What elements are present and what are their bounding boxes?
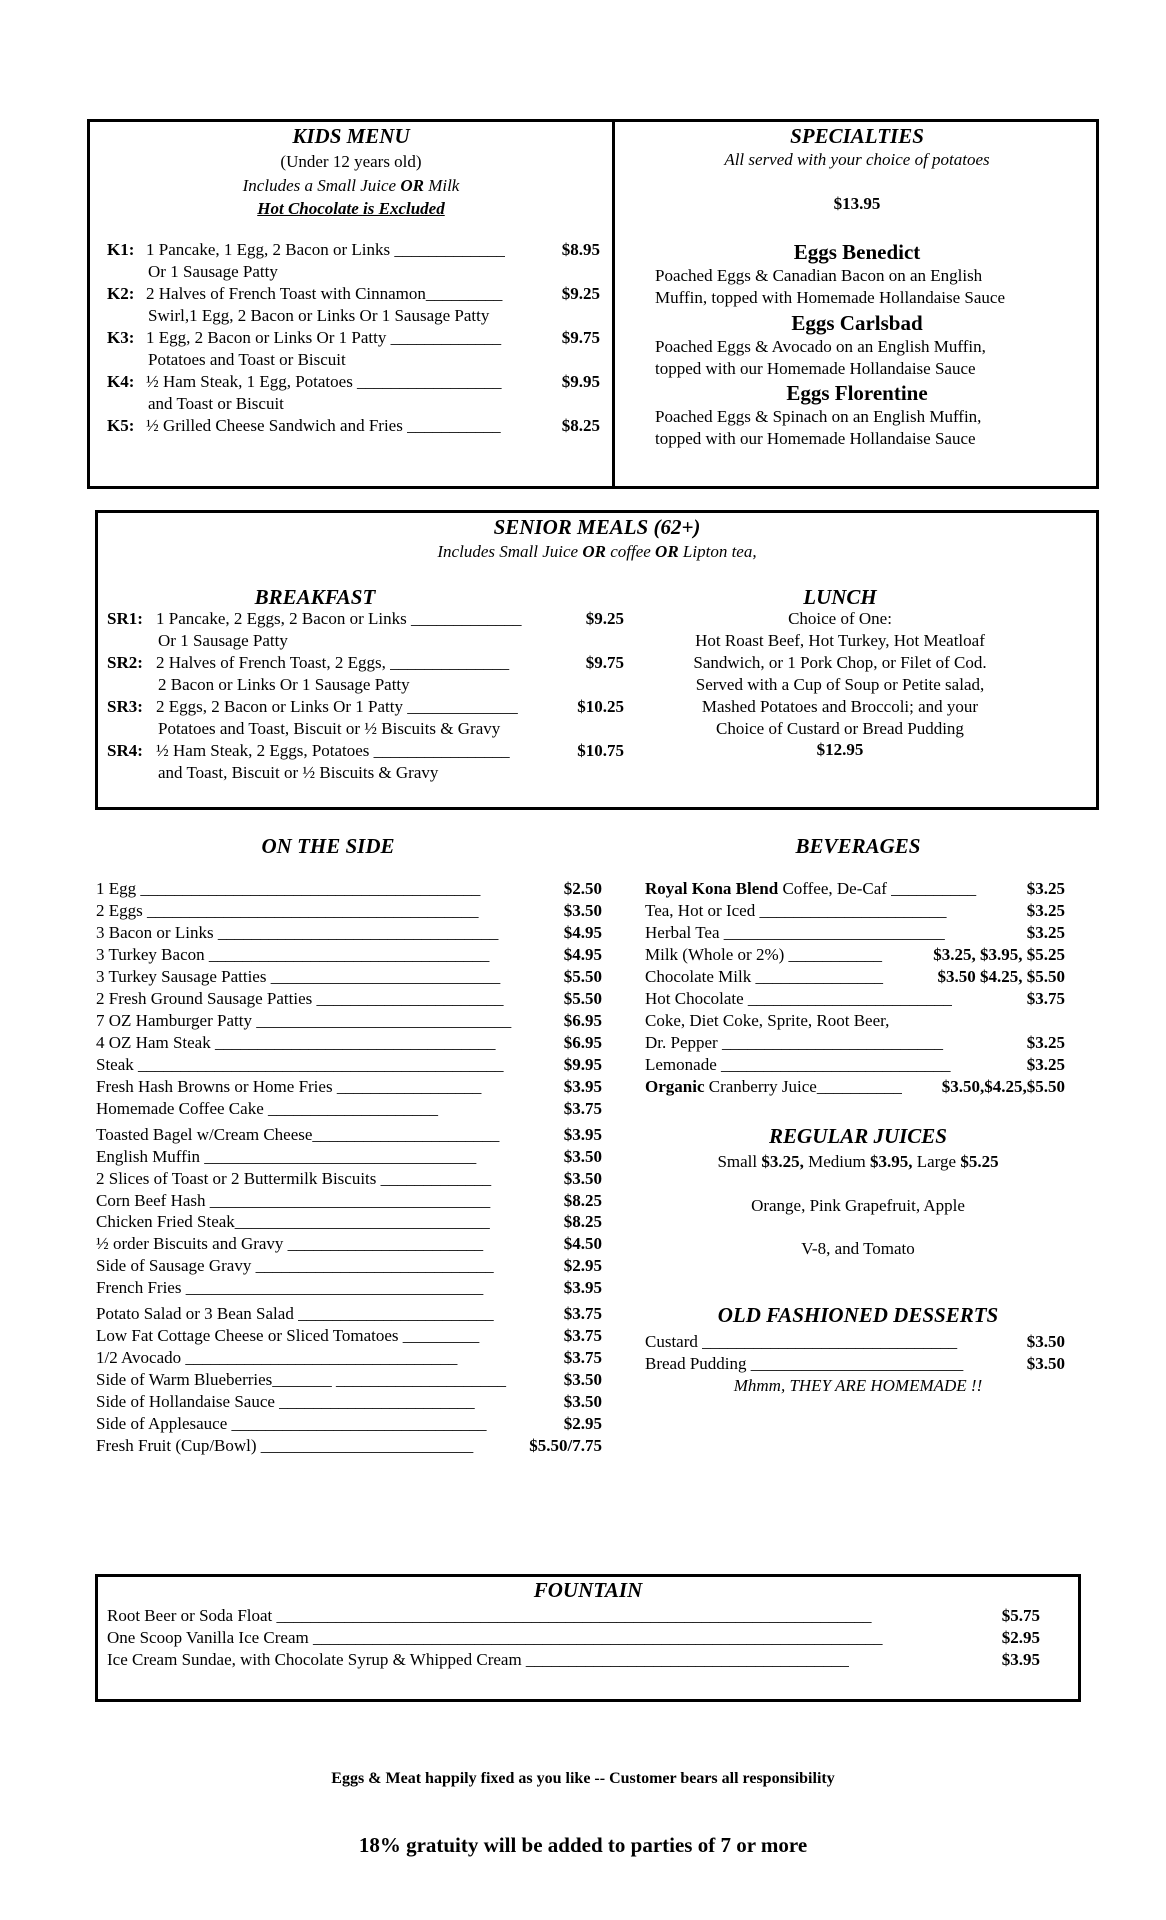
beverage-item-name bbox=[645, 1011, 889, 1031]
beverage-item-name bbox=[645, 967, 883, 987]
senior-item-code: SR1: bbox=[107, 609, 143, 628]
side-item-name: Fresh Hash Browns or Home Fries _________________ bbox=[96, 1077, 482, 1096]
kids-includes-note: Includes a Small Juice OR Milk bbox=[242, 176, 460, 195]
kids-item-code: K1: bbox=[107, 240, 135, 259]
kids-item-desc: 1 Egg, 2 Bacon or Links Or 1 Patty _____________ bbox=[146, 328, 502, 347]
kids-exclusion-note: Hot Chocolate is Excluded bbox=[257, 199, 445, 218]
side-item-price: $8.25 bbox=[563, 1212, 602, 1231]
side-item-name: 1 Egg ________________________________________ bbox=[96, 879, 481, 898]
beverage-item-label: Chocolate Milk _______________ bbox=[645, 967, 883, 986]
beverage-item-label: Tea, Hot or Iced ______________________ bbox=[645, 901, 947, 920]
side-item-name: 2 Eggs _______________________________________ bbox=[96, 901, 479, 920]
side-item-price: $3.50 bbox=[563, 1370, 602, 1389]
kids-item-desc-2: Or 1 Sausage Patty bbox=[148, 262, 278, 281]
juice-flavors-2: V-8, and Tomato bbox=[801, 1239, 915, 1258]
senior-item-price: $10.75 bbox=[577, 741, 624, 760]
juices-title: REGULAR JUICES bbox=[769, 1124, 947, 1148]
beverage-item-price: $3.75 bbox=[1026, 989, 1065, 1008]
senior-lunch-line: Mashed Potatoes and Broccoli; and your bbox=[701, 697, 979, 716]
kids-item-price: $9.75 bbox=[561, 328, 600, 347]
dessert-item-name: Custard ______________________________ bbox=[645, 1332, 958, 1351]
side-item-price: $5.50 bbox=[563, 989, 602, 1008]
beverage-item-brand: Organic bbox=[645, 1077, 705, 1096]
senior-item-price: $9.25 bbox=[585, 609, 624, 628]
beverages-title: BEVERAGES bbox=[795, 834, 921, 858]
specialty-name: Eggs Benedict bbox=[793, 240, 921, 264]
kids-item-desc: 1 Pancake, 1 Egg, 2 Bacon or Links _____________ bbox=[146, 240, 505, 259]
kids-item-code: K4: bbox=[107, 372, 135, 391]
kids-item-code: K3: bbox=[107, 328, 135, 347]
dessert-item-name: Bread Pudding _________________________ bbox=[645, 1354, 964, 1373]
beverage-item-brand: Royal Kona Blend bbox=[645, 879, 779, 898]
specialty-name: Eggs Carlsbad bbox=[791, 311, 923, 335]
gratuity-note: 18% gratuity will be added to parties of 7 or more bbox=[358, 1833, 808, 1857]
desserts-note: Mhmm, THEY ARE HOMEMADE !! bbox=[733, 1376, 983, 1395]
side-item-price: $2.95 bbox=[563, 1256, 602, 1275]
senior-item-desc: 2 Halves of French Toast, 2 Eggs, ______________ bbox=[156, 653, 510, 672]
side-item-name: Side of Sausage Gravy ____________________________ bbox=[96, 1256, 494, 1275]
dessert-item-price: $3.50 bbox=[1026, 1354, 1065, 1373]
senior-item-desc: 1 Pancake, 2 Eggs, 2 Bacon or Links _____________ bbox=[156, 609, 522, 628]
side-item-name: 7 OZ Hamburger Patty ______________________________ bbox=[96, 1011, 512, 1030]
senior-item-code: SR3: bbox=[107, 697, 143, 716]
senior-lunch-line: Choice of One: bbox=[788, 609, 892, 628]
desserts-title: OLD FASHIONED DESSERTS bbox=[717, 1303, 999, 1327]
side-item-name: Low Fat Cottage Cheese or Sliced Tomatoes _________ bbox=[96, 1326, 480, 1345]
specialty-name: Eggs Florentine bbox=[786, 381, 928, 405]
senior-lunch-line: Hot Roast Beef, Hot Turkey, Hot Meatloaf bbox=[695, 631, 985, 650]
beverage-item-label: Coffee, De-Caf __________ bbox=[778, 879, 977, 898]
side-item-name: Side of Applesauce ______________________________ bbox=[96, 1414, 487, 1433]
beverage-item-label: Milk (Whole or 2%) ___________ bbox=[645, 945, 883, 964]
beverage-item-price: $3.25 bbox=[1026, 879, 1065, 898]
side-item-name: French Fries ___________________________________ bbox=[96, 1278, 484, 1297]
kids-item-desc: 2 Halves of French Toast with Cinnamon_________ bbox=[146, 284, 503, 303]
side-item-price: $2.50 bbox=[563, 879, 602, 898]
kids-item-price: $9.95 bbox=[561, 372, 600, 391]
senior-lunch-title: LUNCH bbox=[803, 585, 877, 609]
side-item-name: Homemade Coffee Cake ____________________ bbox=[96, 1099, 438, 1118]
kids-item-desc-2: Swirl,1 Egg, 2 Bacon or Links Or 1 Sausage Patty bbox=[148, 306, 490, 325]
specialty-desc-2: Muffin, topped with Homemade Hollandaise Sauce bbox=[655, 288, 1005, 307]
beverage-item-price: $3.25 bbox=[1026, 901, 1065, 920]
side-item-price: $3.75 bbox=[563, 1099, 602, 1118]
side-item-price: $3.50 bbox=[563, 1147, 602, 1166]
kids-item-desc-2: Potatoes and Toast or Biscuit bbox=[148, 350, 346, 369]
kids-item-price: $9.25 bbox=[561, 284, 600, 303]
side-item-price: $2.95 bbox=[563, 1414, 602, 1433]
kids-age-note: (Under 12 years old) bbox=[280, 152, 422, 171]
beverage-item-price: $3.25 bbox=[1026, 923, 1065, 942]
beverage-item-label: Lemonade ___________________________ bbox=[645, 1055, 951, 1074]
side-item-name: 2 Slices of Toast or 2 Buttermilk Biscuits _____________ bbox=[96, 1169, 492, 1188]
side-item-price: $5.50/7.75 bbox=[529, 1436, 602, 1455]
side-item-price: $6.95 bbox=[563, 1011, 602, 1030]
side-item-name: 3 Bacon or Links _________________________________ bbox=[96, 923, 499, 942]
senior-item-code: SR4: bbox=[107, 741, 143, 760]
senior-item-desc: ½ Ham Steak, 2 Eggs, Potatoes ________________ bbox=[156, 741, 510, 760]
side-item-price: $3.95 bbox=[563, 1278, 602, 1297]
side-item-name: Side of Hollandaise Sauce _______________________ bbox=[96, 1392, 475, 1411]
fountain-title: FOUNTAIN bbox=[533, 1578, 643, 1602]
beverage-item-name bbox=[645, 1077, 902, 1097]
beverage-item-price: $3.50 $4.25, $5.50 bbox=[937, 967, 1065, 986]
side-item-name: 4 OZ Ham Steak _________________________________ bbox=[96, 1033, 496, 1052]
beverage-item-label: Cranberry Juice__________ bbox=[704, 1077, 902, 1096]
side-item-name: Side of Warm Blueberries_______ ____________________ bbox=[96, 1370, 507, 1389]
specialties-price: $13.95 bbox=[833, 194, 881, 213]
side-item-price: $4.95 bbox=[563, 923, 602, 942]
beverage-item-price: $3.25 bbox=[1026, 1033, 1065, 1052]
side-item-price: $8.25 bbox=[563, 1191, 602, 1210]
senior-item-code: SR2: bbox=[107, 653, 143, 672]
fountain-item-price: $5.75 bbox=[1001, 1606, 1040, 1625]
kids-item-code: K5: bbox=[107, 416, 135, 435]
senior-includes-note: Includes Small Juice OR coffee OR Lipton tea, bbox=[437, 542, 757, 561]
side-item-name: ½ order Biscuits and Gravy _______________________ bbox=[96, 1234, 484, 1253]
side-item-price: $3.95 bbox=[563, 1125, 602, 1144]
box-divider bbox=[612, 119, 615, 489]
senior-item-desc-2: Potatoes and Toast, Biscuit or ½ Biscuits & Gravy bbox=[158, 719, 501, 738]
side-item-name: Fresh Fruit (Cup/Bowl) _________________________ bbox=[96, 1436, 474, 1455]
senior-item-desc-2: Or 1 Sausage Patty bbox=[158, 631, 288, 650]
senior-breakfast-title: BREAKFAST bbox=[254, 585, 376, 609]
side-item-name: Toasted Bagel w/Cream Cheese______________________ bbox=[96, 1125, 500, 1144]
side-item-name: 3 Turkey Sausage Patties ___________________________ bbox=[96, 967, 501, 986]
side-item-price: $6.95 bbox=[563, 1033, 602, 1052]
senior-lunch-price: $12.95 bbox=[816, 740, 864, 759]
specialties-subtitle: All served with your choice of potatoes bbox=[724, 150, 990, 169]
beverage-item-label: Coke, Diet Coke, Sprite, Root Beer, bbox=[645, 1011, 890, 1030]
kids-item-price: $8.95 bbox=[561, 240, 600, 259]
beverage-item-name bbox=[645, 945, 882, 965]
side-item-name: 2 Fresh Ground Sausage Patties ______________________ bbox=[96, 989, 504, 1008]
specialty-desc-1: Poached Eggs & Canadian Bacon on an English bbox=[655, 266, 983, 285]
senior-item-price: $9.75 bbox=[585, 653, 624, 672]
side-item-price: $4.95 bbox=[563, 945, 602, 964]
juice-flavors-1: Orange, Pink Grapefruit, Apple bbox=[751, 1196, 965, 1215]
specialty-desc-1: Poached Eggs & Avocado on an English Muffin, bbox=[655, 337, 986, 356]
juice-sizes: Small $3.25, Medium $3.95, Large $5.25 bbox=[717, 1152, 999, 1171]
side-item-price: $3.50 bbox=[563, 1169, 602, 1188]
fountain-item-price: $3.95 bbox=[1001, 1650, 1040, 1669]
fountain-item-name: Ice Cream Sundae, with Chocolate Syrup & Whipped Cream ______________________________________ bbox=[107, 1650, 849, 1669]
kids-item-desc: ½ Ham Steak, 1 Egg, Potatoes _________________ bbox=[146, 372, 502, 391]
specialty-desc-2: topped with our Homemade Hollandaise Sauce bbox=[655, 429, 976, 448]
kids-item-desc: ½ Grilled Cheese Sandwich and Fries ___________ bbox=[146, 416, 501, 435]
specialties-title: SPECIALTIES bbox=[790, 124, 924, 148]
specialty-desc-2: topped with our Homemade Hollandaise Sauce bbox=[655, 359, 976, 378]
kids-item-desc-2: and Toast or Biscuit bbox=[148, 394, 284, 413]
specialty-desc-1: Poached Eggs & Spinach on an English Muffin, bbox=[655, 407, 982, 426]
kids-item-price: $8.25 bbox=[561, 416, 600, 435]
side-item-price: $3.75 bbox=[563, 1304, 602, 1323]
side-item-price: $3.75 bbox=[563, 1326, 602, 1345]
side-item-price: $4.50 bbox=[563, 1234, 602, 1253]
beverage-item-label: Hot Chocolate ________________________ bbox=[645, 989, 952, 1008]
side-title: ON THE SIDE bbox=[261, 834, 395, 858]
senior-item-price: $10.25 bbox=[577, 697, 624, 716]
senior-title: SENIOR MEALS (62+) bbox=[493, 515, 701, 539]
side-item-name: English Muffin ________________________________ bbox=[96, 1147, 477, 1166]
side-item-price: $3.75 bbox=[563, 1348, 602, 1367]
beverage-item-price: $3.50,$4.25,$5.50 bbox=[941, 1077, 1065, 1096]
senior-item-desc-2: and Toast, Biscuit or ½ Biscuits & Gravy bbox=[158, 763, 439, 782]
footer-note: Eggs & Meat happily fixed as you like -- Customer bears all responsibility bbox=[331, 1770, 835, 1787]
side-item-price: $3.50 bbox=[563, 1392, 602, 1411]
beverage-item-label: Herbal Tea __________________________ bbox=[645, 923, 945, 942]
beverage-item-price: $3.25, $3.95, $5.25 bbox=[933, 945, 1065, 964]
side-item-price: $3.50 bbox=[563, 901, 602, 920]
side-item-name: 3 Turkey Bacon _________________________________ bbox=[96, 945, 490, 964]
senior-item-desc: 2 Eggs, 2 Bacon or Links Or 1 Patty _____________ bbox=[156, 697, 518, 716]
side-item-name: Corn Beef Hash _________________________________ bbox=[96, 1191, 491, 1210]
beverage-item-label: Dr. Pepper __________________________ bbox=[645, 1033, 943, 1052]
kids-menu-title: KIDS MENU bbox=[292, 124, 410, 148]
fountain-item-name: One Scoop Vanilla Ice Cream ___________________________________________________________________ bbox=[107, 1628, 883, 1647]
side-item-name: Chicken Fried Steak______________________________ bbox=[96, 1212, 490, 1231]
dessert-item-price: $3.50 bbox=[1026, 1332, 1065, 1351]
side-item-price: $3.95 bbox=[563, 1077, 602, 1096]
kids-item-code: K2: bbox=[107, 284, 135, 303]
side-item-name: Steak ___________________________________________ bbox=[96, 1055, 504, 1074]
fountain-item-name: Root Beer or Soda Float ______________________________________________________________________ bbox=[107, 1606, 872, 1625]
senior-lunch-line: Choice of Custard or Bread Pudding bbox=[716, 719, 964, 738]
senior-lunch-line: Sandwich, or 1 Pork Chop, or Filet of Cod. bbox=[693, 653, 987, 672]
side-item-price: $9.95 bbox=[563, 1055, 602, 1074]
side-item-name: 1/2 Avocado ________________________________ bbox=[96, 1348, 458, 1367]
fountain-item-price: $2.95 bbox=[1001, 1628, 1040, 1647]
beverage-item-price: $3.25 bbox=[1026, 1055, 1065, 1074]
side-item-name: Potato Salad or 3 Bean Salad _______________________ bbox=[96, 1304, 494, 1323]
senior-item-desc-2: 2 Bacon or Links Or 1 Sausage Patty bbox=[158, 675, 410, 694]
senior-lunch-line: Served with a Cup of Soup or Petite salad, bbox=[695, 675, 985, 694]
side-item-price: $5.50 bbox=[563, 967, 602, 986]
